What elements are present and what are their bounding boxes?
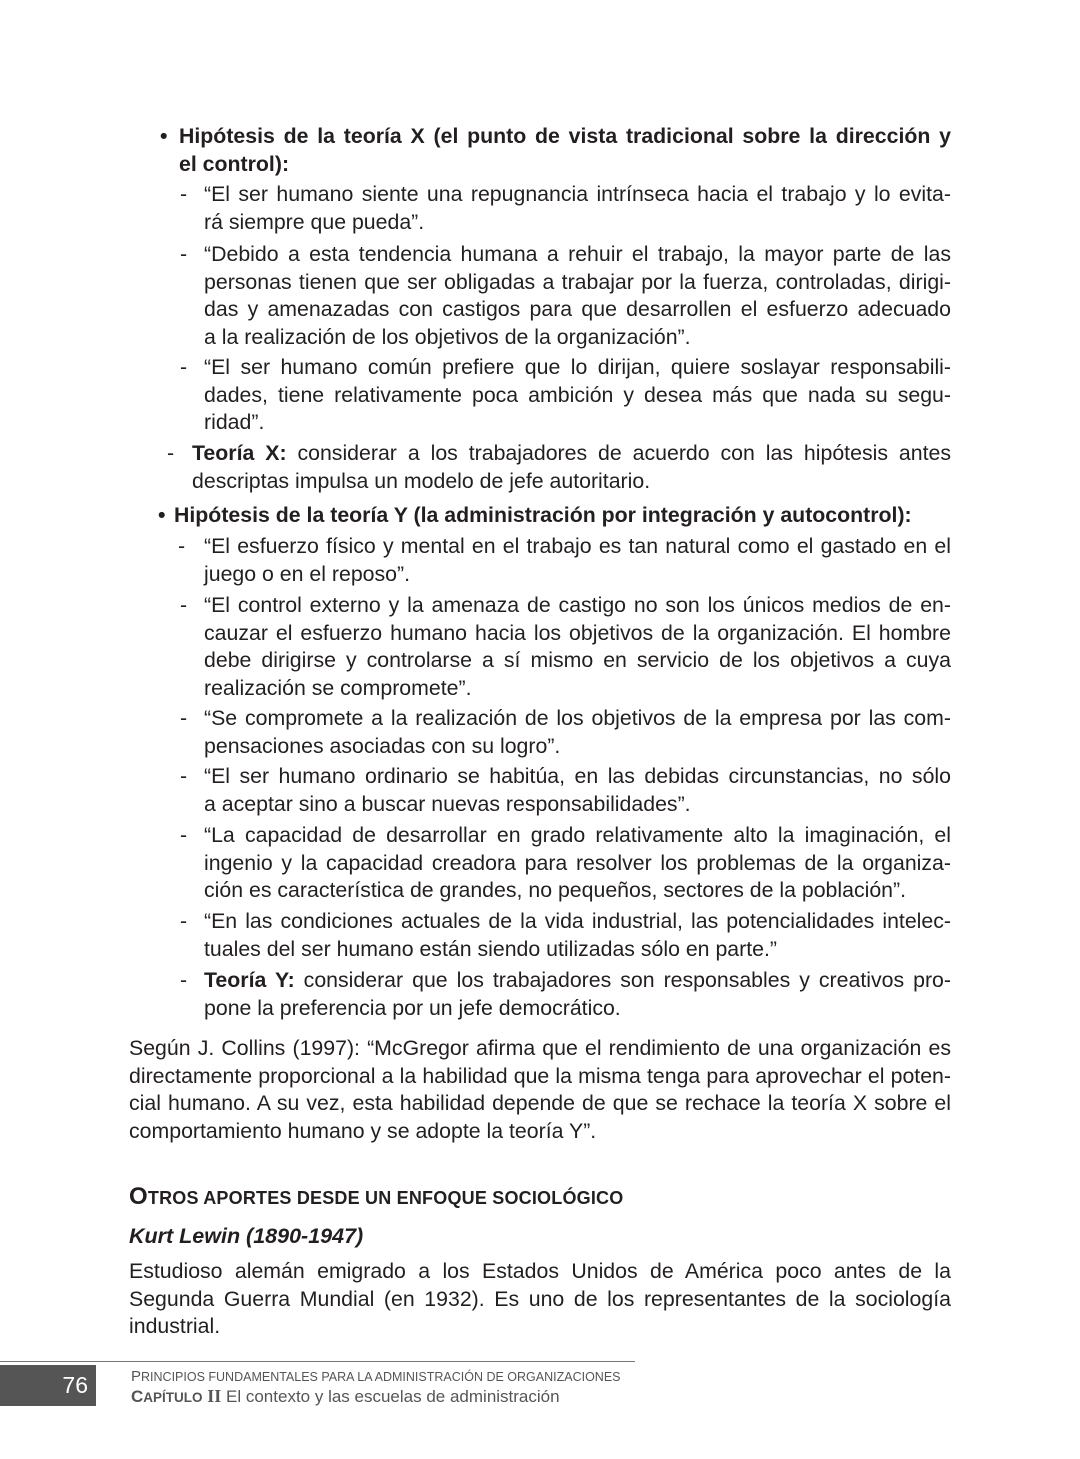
dash-marker: -: [178, 534, 186, 558]
list-item: [180, 967, 951, 1022]
list-item: [180, 705, 951, 760]
text-line: cauzar el esfuerzo humano hacia los objetivos de la organización. El hombre: [204, 620, 951, 645]
text-line: juego o en el reposo”.: [204, 561, 411, 586]
text-line: Hipótesis de la teoría Y (la administración por integración y autocontrol):: [174, 503, 912, 527]
text-line: descriptas impulsa un modelo de jefe autoritario.: [192, 468, 651, 493]
bullet-heading: [158, 502, 951, 530]
dash-marker: -: [180, 593, 188, 617]
text-line: das y amenazadas con castigos para que desarrollen el esfuerzo adecuado: [204, 297, 951, 322]
bullet-icon: •: [160, 124, 168, 148]
dash-marker: -: [180, 182, 188, 206]
text-line: realización se compromete”.: [204, 675, 472, 700]
footer-book-title: [131, 1368, 621, 1385]
text-line: “Debido a esta tendencia humana a rehuir el trabajo, la mayor parte de las: [204, 242, 951, 266]
text-line: cial humano. A su vez, esta habilidad depende de que se rechace la teoría X sobre el: [129, 1091, 951, 1116]
text-line: “El ser humano común prefiere que lo dirijan, quiere soslayar responsabili-: [204, 355, 951, 379]
text-line: industrial.: [129, 1314, 221, 1339]
dash-marker: -: [180, 823, 188, 847]
list-item: [167, 440, 951, 495]
chapter-initial: C: [131, 1387, 144, 1406]
paragraph: [129, 1258, 951, 1341]
list-item: [180, 763, 951, 818]
text-line: “El control externo y la amenaza de castigo no son los únicos medios de en-: [204, 593, 951, 617]
text-line: “Se compromete a la realización de los objetivos de la empresa por las com-: [204, 706, 951, 730]
text-line: dades, tiene relativamente poca ambición y desea más que nada su segu-: [204, 382, 951, 407]
text-line: “En las condiciones actuales de la vida industrial, las potencialidades intelec-: [204, 909, 951, 933]
list-item: [180, 354, 951, 437]
section-heading: [129, 1183, 623, 1211]
text-line: ingenio y la capacidad creadora para resolver los problemas de la organiza-: [204, 850, 951, 875]
footer-chapter: [131, 1386, 560, 1407]
text-line: “El ser humano siente una repugnancia intrínseca hacia el trabajo y lo evita-: [204, 182, 951, 206]
text-line: “La capacidad de desarrollar en grado relativamente alto la imaginación, el: [204, 823, 951, 847]
book-initial: P: [131, 1368, 142, 1385]
chapter-rest: APÍTULO: [143, 1390, 203, 1405]
bullet-icon: •: [158, 503, 166, 527]
text-line: el control):: [179, 151, 290, 176]
text-line: Segunda Guerra Mundial (en 1932). Es uno de los representantes de la sociología: [129, 1286, 951, 1311]
book-rest: RINCIPIOS FUNDAMENTALES PARA LA ADMINISTRACIÓN DE ORGANIZACIONES: [141, 1370, 621, 1384]
text-line: pensaciones asociadas con su logro”.: [204, 733, 561, 758]
text-line: [192, 440, 951, 468]
text-line: tuales del ser humano están siendo utilizadas sólo en parte.”: [204, 936, 777, 961]
text-line: personas tienen que ser obligadas a trabajar por la fuerza, controladas, dirigi-: [204, 269, 951, 294]
text-line: a la realización de los objetivos de la organización”.: [204, 324, 691, 349]
line-text: considerar a los trabajadores de acuerdo con las hipótesis antes: [297, 441, 951, 465]
dash-marker: -: [180, 968, 188, 992]
dash-marker: -: [180, 764, 188, 788]
list-item: [180, 592, 951, 702]
dash-marker: -: [180, 242, 188, 266]
page-number: 76: [0, 1365, 96, 1406]
chapter-number: II: [207, 1386, 222, 1406]
subheading: Kurt Lewin (1890-1947): [129, 1224, 364, 1248]
text-line: ridad”.: [204, 410, 265, 435]
text-line: rá siempre que pueda”.: [204, 209, 425, 234]
bold-label: Teoría X:: [192, 441, 287, 465]
dash-marker: -: [180, 355, 188, 379]
heading-initial: O: [129, 1183, 148, 1210]
dash-marker: -: [180, 706, 188, 730]
line-text: considerar que los trabajadores son responsables y creativos pro-: [303, 968, 951, 992]
dash-marker: -: [167, 441, 175, 465]
text-line: comportamiento humano y se adopte la teoría Y”.: [129, 1118, 597, 1143]
footer-divider: [0, 1361, 635, 1362]
list-item: [180, 181, 951, 236]
text-line: [204, 967, 951, 995]
bullet-heading: [160, 123, 951, 178]
text-line: Según J. Collins (1997): “McGregor afirma que el rendimiento de una organización es: [129, 1036, 951, 1060]
chapter-title: El contexto y las escuelas de administración: [226, 1387, 560, 1406]
text-line: a aceptar sino a buscar nuevas responsabilidades”.: [204, 791, 691, 816]
list-item: [180, 241, 951, 351]
heading-rest: TROS APORTES DESDE UN ENFOQUE SOCIOLÓGICO: [147, 1188, 624, 1208]
text-line: Estudioso alemán emigrado a los Estados Unidos de América poco antes de la: [129, 1259, 951, 1283]
bold-label: Teoría Y:: [204, 968, 295, 992]
text-line: ción es característica de grandes, no pequeños, sectores de la población”.: [204, 878, 907, 903]
text-line: pone la preferencia por un jefe democrático.: [204, 995, 621, 1020]
list-item: [178, 533, 951, 588]
chapter-label: [131, 1387, 203, 1406]
text-line: “El esfuerzo físico y mental en el trabajo es tan natural como el gastado en el: [204, 534, 951, 558]
list-item: [180, 822, 951, 905]
text-line: Hipótesis de la teoría X (el punto de vista tradicional sobre la dirección y: [179, 124, 951, 148]
dash-marker: -: [180, 909, 188, 933]
text-line: debe dirigirse y controlarse a sí mismo en servicio de los objetivos a cuya: [204, 648, 951, 673]
list-item: [180, 908, 951, 963]
text-line: “El ser humano ordinario se habitúa, en las debidas circunstancias, no sólo: [204, 764, 951, 788]
paragraph: [129, 1035, 951, 1145]
text-line: directamente proporcional a la habilidad que la misma tenga para aprovechar el poten-: [129, 1063, 951, 1088]
